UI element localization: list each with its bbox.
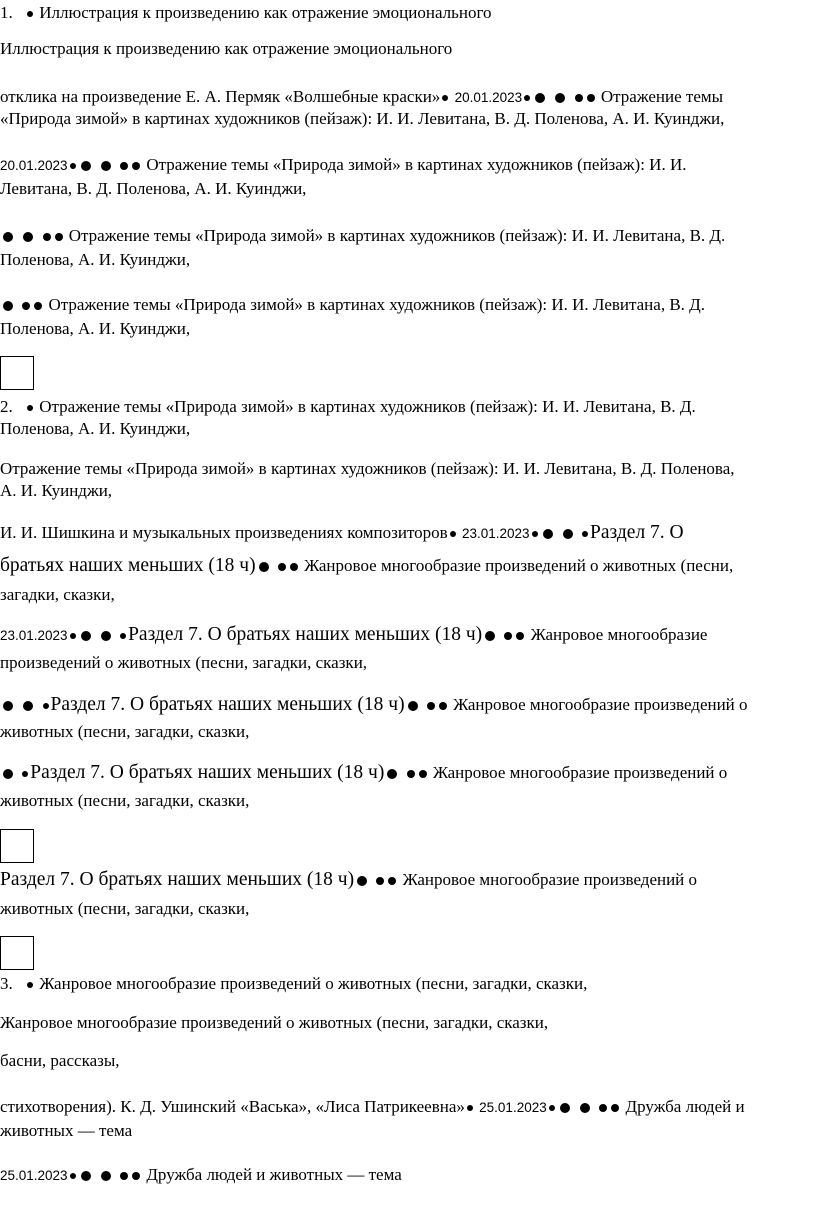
text-line: [0, 694, 748, 716]
bullet-icon: [22, 302, 30, 310]
bullet-icon: [3, 769, 13, 779]
line-tail: Отражение темы «Природа зимой» в картинах художников (пейзаж): И. И.: [146, 155, 687, 174]
bullet-icon: [81, 1171, 91, 1181]
bullet-icon: [524, 95, 530, 101]
bullet-icon: [450, 531, 456, 537]
line-text: А. И. Куинджи,: [0, 481, 113, 500]
bullet-icon: [467, 1105, 473, 1111]
line-tail: Дружба людей и: [625, 1097, 745, 1116]
bullet-icon: [27, 405, 33, 411]
bullet-icon: [120, 162, 128, 170]
bullet-icon: [611, 1104, 619, 1112]
bullet-icon: [3, 232, 13, 242]
bullet-icon: [132, 162, 140, 170]
bullet-icon: [587, 94, 595, 102]
text-line: [0, 225, 725, 247]
bullet-icon: [504, 632, 512, 640]
bullet-icon: [81, 631, 91, 641]
line-text: Отражение темы «Природа зимой» в картинах художников (пейзаж): И. И. Левитана, В. Д. Поленова,: [0, 459, 735, 478]
bullet-icon: [388, 877, 396, 885]
section-title: Раздел 7. О: [590, 522, 684, 543]
line-text: Жанровое многообразие произведений о животных (песни, загадки, сказки,: [39, 974, 588, 993]
text-line: [0, 38, 452, 60]
bullet-icon: [278, 563, 286, 571]
bullet-icon: [560, 1103, 570, 1113]
bullet-icon: [516, 632, 524, 640]
line-tail: Жанровое многообразие произведений о: [402, 870, 698, 889]
text-line: [0, 624, 707, 647]
list-number: 1.: [0, 3, 13, 22]
bullet-icon: [132, 1172, 140, 1180]
bullet-icon: [582, 531, 588, 537]
line-text: Левитана, В. Д. Поленова, А. И. Куинджи,: [0, 179, 307, 198]
item-3-heading: [0, 973, 587, 995]
line-text: Отражение темы «Природа зимой» в картинах художников (пейзаж): И. И. Левитана, В. Д.: [39, 397, 696, 416]
section-title: Раздел 7. О братьях наших меньших (18 ч): [128, 624, 483, 645]
bullet-icon: [81, 161, 91, 171]
bullet-icon: [70, 1173, 76, 1179]
bullet-icon: [23, 232, 33, 242]
line-text: Поленова, А. И. Куинджи,: [0, 419, 191, 438]
bullet-icon: [408, 701, 418, 711]
line-tail: Отражение темы «Природа зимой» в картинах художников (пейзаж): И. И. Левитана, В. Д.: [48, 295, 706, 314]
section-title: Раздел 7. О братьях наших меньших (18 ч): [0, 869, 355, 890]
bullet-icon: [580, 1103, 590, 1113]
bullet-icon: [70, 633, 76, 639]
line-text: стихотворения). К. Д. Ушинский «Васька», «Лиса Патрикеевна»: [0, 1097, 465, 1116]
text-line: [0, 458, 735, 480]
bullet-icon: [259, 562, 269, 572]
text-line: [0, 555, 733, 577]
text-line: [0, 1012, 548, 1034]
empty-cell-box: [0, 829, 34, 863]
line-tail: Отражение темы «Природа зимой» в картинах художников (пейзаж): И. И. Левитана, В. Д.: [68, 226, 726, 245]
text-line: [0, 790, 249, 812]
item-2-heading: [0, 396, 696, 418]
text-line: [0, 86, 723, 109]
line-tail: Дружба людей и животных — тема: [146, 1165, 402, 1184]
line-text: Поленова, А. И. Куинджи,: [0, 250, 191, 269]
section-title: Раздел 7. О братьях наших меньших (18 ч): [50, 694, 405, 715]
bullet-icon: [442, 95, 448, 101]
text-line: [0, 249, 190, 271]
lesson-date: 23.01.2023: [0, 628, 68, 643]
bullet-icon: [101, 161, 111, 171]
item-1-heading: [0, 2, 492, 24]
text-line: [0, 762, 727, 784]
bullet-icon: [101, 631, 111, 641]
line-text: загадки, сказки,: [0, 585, 115, 604]
line-tail: Жанровое многообразие: [530, 625, 708, 644]
bullet-icon: [357, 876, 367, 886]
text-line: [0, 721, 249, 743]
line-text: И. И. Шишкина и музыкальных произведениях композиторов: [0, 523, 448, 542]
line-text: Иллюстрация к произведению как отражение эмоционального: [0, 39, 453, 58]
text-line: [0, 318, 190, 340]
bullet-icon: [485, 631, 495, 641]
empty-cell-box: [0, 936, 34, 970]
line-text: животных — тема: [0, 1121, 133, 1140]
text-line: [0, 652, 367, 674]
bullet-icon: [419, 770, 427, 778]
text-line: [0, 418, 190, 440]
bullet-icon: [22, 771, 28, 777]
bullet-icon: [563, 529, 573, 539]
bullet-icon: [27, 982, 33, 988]
line-tail: Жанровое многообразие произведений о: [432, 763, 728, 782]
line-text: отклика на произведение Е. А. Пермяк «Волшебные краски»: [0, 87, 441, 106]
bullet-icon: [376, 877, 384, 885]
list-number: 3.: [0, 974, 13, 993]
lesson-date: 20.01.2023: [0, 158, 68, 173]
text-line: [0, 522, 684, 545]
lesson-date: 20.01.2023: [454, 90, 523, 105]
empty-cell-box: [0, 356, 34, 390]
bullet-icon: [55, 233, 63, 241]
bullet-icon: [555, 93, 565, 103]
bullet-icon: [535, 93, 545, 103]
bullet-icon: [3, 301, 13, 311]
bullet-icon: [43, 703, 49, 709]
line-text: басни, рассказы,: [0, 1051, 120, 1070]
text-line: [0, 1120, 132, 1142]
bullet-icon: [575, 94, 583, 102]
text-line: [0, 154, 687, 177]
text-line: [0, 898, 249, 920]
bullet-icon: [599, 1104, 607, 1112]
section-title: Раздел 7. О братьях наших меньших (18 ч): [30, 762, 385, 783]
line-text: Иллюстрация к произведению как отражение эмоционального: [39, 3, 492, 22]
bullet-icon: [427, 702, 435, 710]
line-text: произведений о животных (песни, загадки, сказки,: [0, 653, 368, 672]
bullet-icon: [27, 11, 33, 17]
text-line: [0, 1050, 120, 1072]
lesson-date: 25.01.2023: [479, 1100, 547, 1115]
line-text: Жанровое многообразие произведений о животных (песни, загадки, сказки,: [0, 1013, 549, 1032]
section-title: братьях наших меньших (18 ч): [0, 555, 256, 576]
text-line: [0, 1096, 745, 1119]
line-tail: Отражение темы: [600, 87, 724, 106]
line-text: Поленова, А. И. Куинджи,: [0, 319, 191, 338]
text-line: [0, 584, 115, 606]
bullet-icon: [34, 302, 42, 310]
bullet-icon: [23, 701, 33, 711]
bullet-icon: [43, 233, 51, 241]
text-line: [0, 1164, 402, 1187]
lesson-date: 25.01.2023: [0, 1168, 68, 1183]
bullet-icon: [532, 531, 538, 537]
bullet-icon: [120, 1172, 128, 1180]
lesson-date: 23.01.2023: [461, 526, 530, 541]
line-text: животных (песни, загадки, сказки,: [0, 722, 250, 741]
text-line: [0, 178, 306, 200]
bullet-icon: [3, 701, 13, 711]
text-line: [0, 480, 112, 502]
bullet-icon: [407, 770, 415, 778]
bullet-icon: [290, 563, 298, 571]
text-line: [0, 294, 705, 316]
line-text: «Природа зимой» в картинах художников (пейзаж): И. И. Левитана, В. Д. Поленова, А. И. Куинджи,: [0, 109, 725, 128]
line-tail: Жанровое многообразие произведений о животных (песни,: [304, 556, 734, 575]
bullet-icon: [543, 529, 553, 539]
bullet-icon: [439, 702, 447, 710]
bullet-icon: [70, 163, 76, 169]
bullet-icon: [549, 1105, 555, 1111]
bullet-icon: [120, 633, 126, 639]
line-text: животных (песни, загадки, сказки,: [0, 899, 250, 918]
text-line: [0, 108, 724, 130]
text-line: [0, 869, 697, 891]
list-number: 2.: [0, 397, 13, 416]
line-tail: Жанровое многообразие произведений о: [453, 695, 748, 714]
bullet-icon: [101, 1171, 111, 1181]
line-text: животных (песни, загадки, сказки,: [0, 791, 250, 810]
bullet-icon: [387, 769, 397, 779]
